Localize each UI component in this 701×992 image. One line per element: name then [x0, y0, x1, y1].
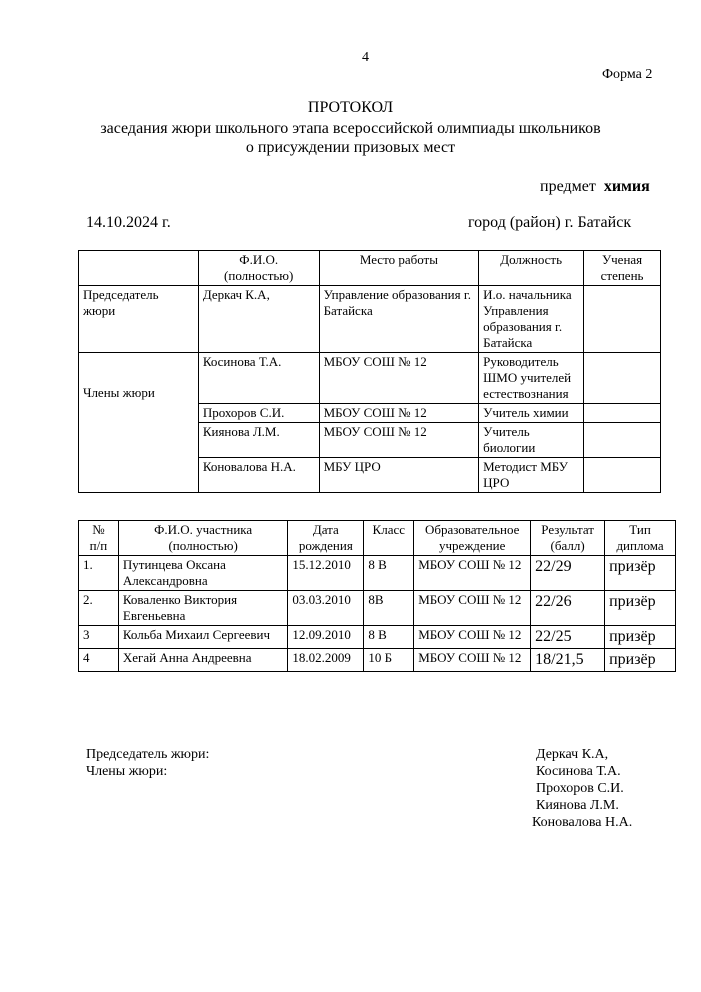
participants-header-row	[79, 521, 676, 556]
jury-role-members: Члены жюри	[79, 353, 199, 493]
jury-header-name: Ф.И.О. (полностью)	[198, 251, 319, 286]
doc-subtitle-1: заседания жюри школьного этапа всероссийской олимпиады школьников	[100, 120, 601, 137]
participant-result: 18/21,5	[531, 649, 605, 672]
jury-name: Прохоров С.И.	[198, 404, 319, 423]
members-signature-label: Члены жюри:	[86, 764, 168, 779]
participant-result: 22/25	[531, 626, 605, 649]
participant-number: 1.	[79, 556, 119, 591]
jury-position: Учитель химии	[479, 404, 584, 423]
participant-name: Хегай Анна Андреевна	[118, 649, 288, 672]
participant-birthdate: 18.02.2009	[288, 649, 364, 672]
jury-header-position: Должность	[479, 251, 584, 286]
jury-position: Руководитель ШМО учителей естествознания	[479, 353, 584, 404]
jury-name: Коновалова Н.А.	[198, 458, 319, 493]
participant-number: 3	[79, 626, 119, 649]
participant-number: 4	[79, 649, 119, 672]
jury-role-chair: Председатель жюри	[79, 286, 199, 353]
jury-degree	[584, 423, 661, 458]
participant-number: 2.	[79, 591, 119, 626]
jury-position: И.о. начальника Управления образования г. Батайска	[479, 286, 584, 353]
chair-signature-name: Деркач К.А,	[536, 747, 609, 762]
jury-position: Методист МБУ ЦРО	[479, 458, 584, 493]
protocol-date: 14.10.2024 г.	[86, 214, 171, 231]
doc-title: ПРОТОКОЛ	[307, 99, 394, 116]
member-signature-name: Косинова Т.А.	[536, 764, 621, 779]
participant-class: 8В	[364, 591, 414, 626]
chair-signature-label: Председатель жюри:	[86, 747, 210, 762]
participant-row	[79, 626, 676, 649]
member-signature-name: Киянова Л.М.	[536, 798, 619, 813]
page-number: 4	[362, 50, 369, 65]
header-class: Класс	[364, 521, 414, 556]
participant-diploma: призёр	[605, 649, 676, 672]
participant-result: 22/29	[531, 556, 605, 591]
participant-result: 22/26	[531, 591, 605, 626]
participant-name: Путинцева Оксана Александровна	[118, 556, 288, 591]
subject-value: химия	[603, 178, 650, 195]
jury-name: Киянова Л.М.	[198, 423, 319, 458]
member-signature-name: Прохоров С.И.	[536, 781, 624, 796]
jury-work: МБОУ СОШ № 12	[319, 353, 479, 404]
subject-label: предмет	[540, 178, 596, 195]
member-signature-name: Коновалова Н.А.	[532, 815, 633, 830]
participant-birthdate: 12.09.2010	[288, 626, 364, 649]
jury-header-degree: Ученая степень	[584, 251, 661, 286]
jury-work: МБУ ЦРО	[319, 458, 479, 493]
participant-diploma: призёр	[605, 556, 676, 591]
participant-name: Кольба Михаил Сергеевич	[118, 626, 288, 649]
participant-school: МБОУ СОШ № 12	[414, 626, 531, 649]
jury-header-work: Место работы	[319, 251, 479, 286]
jury-name: Деркач К.А,	[198, 286, 319, 353]
jury-name: Косинова Т.А.	[198, 353, 319, 404]
jury-degree	[584, 404, 661, 423]
participant-name: Коваленко Виктория Евгеньевна	[118, 591, 288, 626]
participants-table	[78, 520, 676, 672]
doc-subtitle-2: о присуждении призовых мест	[245, 139, 456, 156]
participant-class: 10 Б	[364, 649, 414, 672]
participant-birthdate: 03.03.2010	[288, 591, 364, 626]
jury-row-chair	[79, 286, 661, 353]
jury-degree	[584, 286, 661, 353]
jury-work: МБОУ СОШ № 12	[319, 404, 479, 423]
participant-class: 8 В	[364, 556, 414, 591]
participant-school: МБОУ СОШ № 12	[414, 591, 531, 626]
participant-row	[79, 649, 676, 672]
protocol-city: город (район) г. Батайск	[468, 214, 632, 231]
header-number: № п/п	[79, 521, 119, 556]
subject-line	[540, 178, 650, 196]
jury-degree	[584, 353, 661, 404]
jury-position: Учитель биологии	[479, 423, 584, 458]
form-label: Форма 2	[602, 67, 653, 82]
participant-class: 8 В	[364, 626, 414, 649]
participant-school: МБОУ СОШ № 12	[414, 556, 531, 591]
jury-work: МБОУ СОШ № 12	[319, 423, 479, 458]
header-birthdate: Дата рождения	[288, 521, 364, 556]
participant-row	[79, 556, 676, 591]
participant-diploma: призёр	[605, 626, 676, 649]
header-result: Результат (балл)	[531, 521, 605, 556]
participant-row	[79, 591, 676, 626]
jury-work: Управление образования г. Батайска	[319, 286, 479, 353]
participant-school: МБОУ СОШ № 12	[414, 649, 531, 672]
jury-row-member	[79, 353, 661, 404]
jury-degree	[584, 458, 661, 493]
jury-table	[78, 250, 661, 493]
header-school: Образовательное учреждение	[414, 521, 531, 556]
header-participant: Ф.И.О. участника (полностью)	[118, 521, 288, 556]
participant-diploma: призёр	[605, 591, 676, 626]
header-diploma: Тип диплома	[605, 521, 676, 556]
jury-header-role	[79, 251, 199, 286]
participant-birthdate: 15.12.2010	[288, 556, 364, 591]
jury-header-row	[79, 251, 661, 286]
